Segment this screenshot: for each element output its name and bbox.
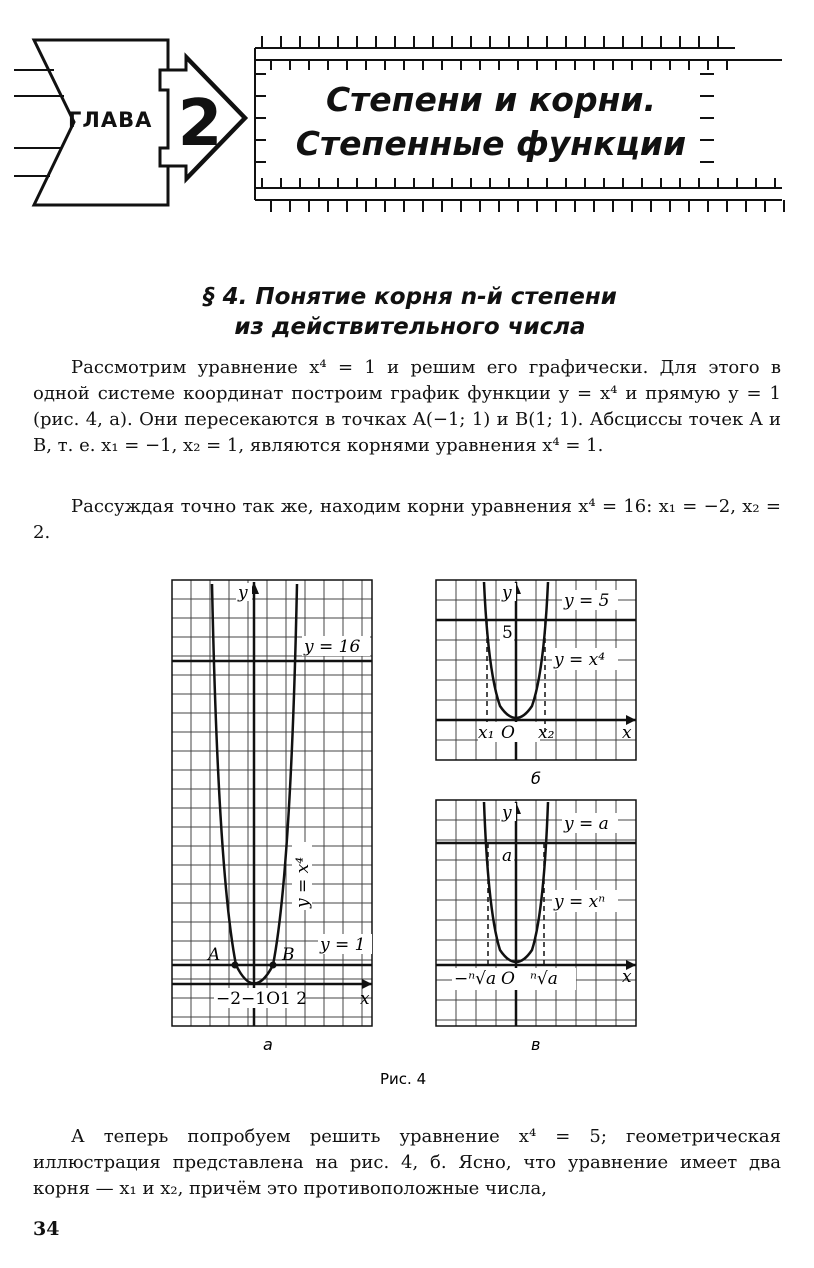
panel-a-x-arrow [362,979,372,989]
panel-c [436,800,636,1054]
panel-b-y-label: y [502,583,512,603]
panel-c-y-label: y [502,803,512,823]
paragraph-x4-5: А теперь попробуем решить уравнение x⁴ = 5; геометрическая иллюстрация представлена на рис. 4, б. Ясно, что уравнение имеет два корня — x₁ и x₂, причём это противоположные числа, [33,1126,781,1199]
panel-a-y1-label: y = 1 [320,935,366,955]
panel-b-curve-label: y = x⁴ [554,650,606,670]
panel-b-origin: O [501,723,515,743]
figure-caption: Рис. 4 [380,1070,427,1088]
panel-a-tick-labels: −2−1O1 2 [216,989,308,1009]
panel-c-origin: O [501,969,515,989]
panel-c-x-label: x [622,967,632,987]
section-title [110,282,710,342]
panel-b [436,580,636,788]
panel-a [172,580,372,1054]
figure-4 [0,572,814,1092]
chapter-number: 2 [177,87,223,161]
panel-c-line-label: y = a [564,814,609,834]
chapter-label: ГЛАВА [68,108,153,132]
panel-b-letter: б [531,769,541,788]
panel-a-letter: а [263,1035,273,1054]
panel-a-y-label: y [238,583,248,603]
panel-a-x-label: x [360,989,370,1009]
panel-a-curve-label: y = x⁴ [293,856,313,908]
page-number: 34 [33,1218,60,1240]
panel-b-line-label: y = 5 [564,591,610,611]
panel-b-tick5: 5 [502,623,513,643]
panel-b-root1: x₁ [478,723,495,743]
chapter-title [272,78,710,166]
panel-b-root2: x₂ [538,723,555,743]
paragraph-x4-16: Рассуждая точно так же, находим корни уравнения x⁴ = 16: x₁ = −2, x₂ = 2. [33,496,781,543]
panel-a-y16-label: y = 16 [304,637,361,657]
point-b-dot [270,962,277,969]
section-title-line1: § 4. Понятие корня n-й степени [203,284,617,310]
point-b-label: B [282,945,295,965]
panel-c-letter: в [531,1035,541,1054]
chapter-title-line2: Степенные функции [295,124,687,163]
panel-c-tick-a: a [502,846,513,866]
figure-4-graphics [0,572,814,1092]
panel-b-x-label: x [622,723,632,743]
section-title-line2: из действительного числа [234,314,586,340]
chapter-title-line1: Степени и корни. [325,80,657,119]
point-a-label: A [208,945,221,965]
point-a-dot [232,962,239,969]
panel-c-root-pos: ⁿ√a [530,969,558,989]
panel-c-root-neg: −ⁿ√a [454,969,497,989]
chapter-header [0,0,814,240]
paragraph-intro: Рассмотрим уравнение x⁴ = 1 и решим его графически. Для этого в одной системе координат построим график функции y = x⁴ и прямую y = 1 (рис. 4, а). Они пересекаются в точках A(−1; 1) и B(1; 1). Абсциссы точек A и B, т. е. x₁ = −1, x₂ = 1, являются корнями уравнения x⁴ = 1. [33,357,781,456]
panel-c-curve-label: y = xⁿ [554,892,606,912]
